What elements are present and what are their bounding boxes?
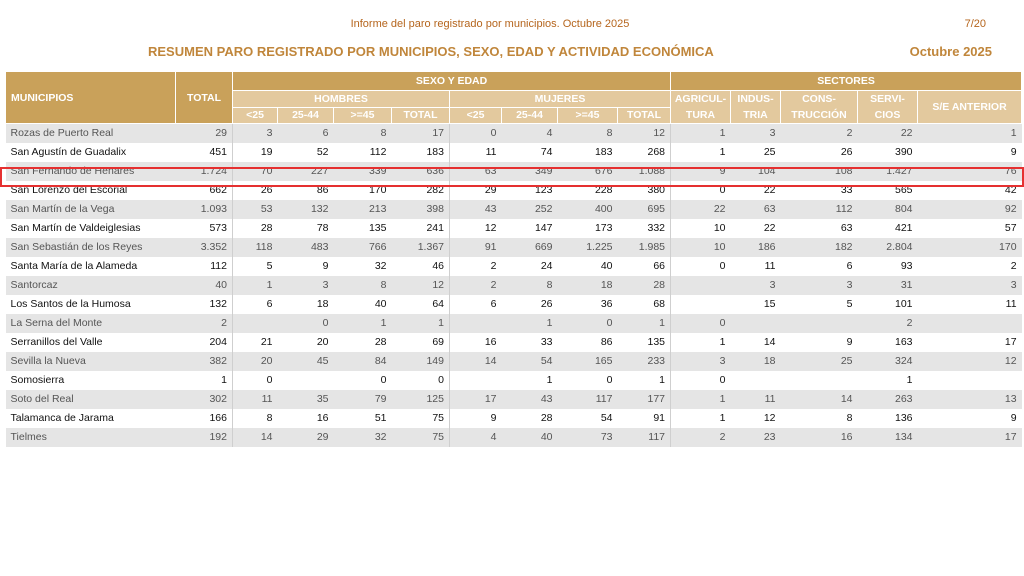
cell-m-ge45: 165 [558, 352, 618, 371]
cell-se: 76 [918, 162, 1022, 181]
cell-indu: 104 [731, 162, 781, 181]
municipio-name: Rozas de Puerto Real [6, 124, 176, 144]
cell-m-total: 68 [618, 295, 671, 314]
cell-m-lt25: 14 [450, 352, 502, 371]
cell-serv: 804 [858, 200, 918, 219]
cell-h-25-44: 86 [278, 181, 334, 200]
cell-h-lt25: 21 [233, 333, 278, 352]
cell-indu: 15 [731, 295, 781, 314]
cell-indu: 23 [731, 428, 781, 447]
cell-m-25-44: 33 [502, 333, 558, 352]
cell-h-lt25: 19 [233, 143, 278, 162]
cell-m-25-44: 669 [502, 238, 558, 257]
cell-m-total: 1.985 [618, 238, 671, 257]
cell-cons: 33 [781, 181, 858, 200]
cell-h-total: 241 [392, 219, 450, 238]
cell-indu [731, 371, 781, 390]
cell-serv: 2 [858, 314, 918, 333]
cell-m-25-44: 1 [502, 314, 558, 333]
cell-indu: 3 [731, 276, 781, 295]
cell-m-25-44: 43 [502, 390, 558, 409]
cell-h-ge45: 79 [334, 390, 392, 409]
municipio-name: Somosierra [6, 371, 176, 390]
cell-h-25-44: 35 [278, 390, 334, 409]
cell-h-ge45: 84 [334, 352, 392, 371]
cell-h-total: 282 [392, 181, 450, 200]
cell-m-ge45: 1.225 [558, 238, 618, 257]
cell-total: 132 [176, 295, 233, 314]
col-municipios: MUNICIPIOS [6, 72, 176, 124]
cell-h-25-44: 18 [278, 295, 334, 314]
cell-m-25-44: 123 [502, 181, 558, 200]
cell-h-ge45: 339 [334, 162, 392, 181]
group-sexo-edad: SEXO Y EDAD [233, 72, 671, 91]
cell-cons: 5 [781, 295, 858, 314]
cell-h-lt25: 11 [233, 390, 278, 409]
cell-h-lt25: 5 [233, 257, 278, 276]
cell-h-total: 0 [392, 371, 450, 390]
cell-h-lt25: 8 [233, 409, 278, 428]
cell-h-lt25 [233, 314, 278, 333]
cell-se: 170 [918, 238, 1022, 257]
col-m-lt25: <25 [450, 108, 502, 124]
cell-m-25-44: 26 [502, 295, 558, 314]
cell-m-total: 380 [618, 181, 671, 200]
cell-cons: 6 [781, 257, 858, 276]
cell-h-ge45: 112 [334, 143, 392, 162]
cell-cons: 26 [781, 143, 858, 162]
municipio-name: Serranillos del Valle [6, 333, 176, 352]
cell-agri: 10 [671, 219, 731, 238]
cell-m-lt25: 91 [450, 238, 502, 257]
cell-indu: 22 [731, 181, 781, 200]
cell-m-lt25: 12 [450, 219, 502, 238]
cell-total: 1 [176, 371, 233, 390]
cell-cons [781, 371, 858, 390]
cell-h-total: 75 [392, 409, 450, 428]
cell-m-ge45: 676 [558, 162, 618, 181]
cell-total: 40 [176, 276, 233, 295]
cell-indu: 3 [731, 124, 781, 144]
municipio-name: Sevilla la Nueva [6, 352, 176, 371]
cell-serv: 1 [858, 371, 918, 390]
cell-cons: 3 [781, 276, 858, 295]
cell-h-ge45: 28 [334, 333, 392, 352]
cell-h-ge45: 135 [334, 219, 392, 238]
municipio-name: Tielmes [6, 428, 176, 447]
cell-cons [781, 314, 858, 333]
cell-h-total: 149 [392, 352, 450, 371]
col-h-total: TOTAL [392, 108, 450, 124]
cell-indu: 12 [731, 409, 781, 428]
col-h-25-44: 25-44 [278, 108, 334, 124]
cell-se: 12 [918, 352, 1022, 371]
cell-h-25-44: 227 [278, 162, 334, 181]
cell-m-lt25: 16 [450, 333, 502, 352]
cell-se: 17 [918, 333, 1022, 352]
table-row [6, 276, 1022, 295]
municipio-name: San Sebastián de los Reyes [6, 238, 176, 257]
cell-m-lt25: 0 [450, 124, 502, 144]
cell-h-lt25: 70 [233, 162, 278, 181]
cell-cons: 2 [781, 124, 858, 144]
group-sectores: SECTORES [671, 72, 1022, 91]
cell-serv: 1.427 [858, 162, 918, 181]
cell-m-lt25: 11 [450, 143, 502, 162]
cell-se [918, 371, 1022, 390]
cell-h-total: 183 [392, 143, 450, 162]
cell-h-ge45: 32 [334, 257, 392, 276]
cell-h-total: 12 [392, 276, 450, 295]
cell-m-lt25: 63 [450, 162, 502, 181]
cell-agri: 22 [671, 200, 731, 219]
cell-m-25-44: 4 [502, 124, 558, 144]
cell-serv: 31 [858, 276, 918, 295]
group-mujeres: MUJERES [450, 91, 671, 108]
summary-title: RESUMEN PARO REGISTRADO POR MUNICIPIOS, SEXO, EDAD Y ACTIVIDAD ECONÓMICA [148, 44, 714, 59]
cell-m-total: 268 [618, 143, 671, 162]
cell-agri [671, 276, 731, 295]
cell-h-ge45: 51 [334, 409, 392, 428]
cell-total: 302 [176, 390, 233, 409]
cell-m-total: 66 [618, 257, 671, 276]
cell-m-ge45: 0 [558, 371, 618, 390]
cell-h-lt25: 3 [233, 124, 278, 144]
cell-m-25-44: 40 [502, 428, 558, 447]
table-row [6, 238, 1022, 257]
cell-m-total: 135 [618, 333, 671, 352]
cell-m-total: 332 [618, 219, 671, 238]
col-total: TOTAL [176, 72, 233, 124]
municipio-name: Santa María de la Alameda [6, 257, 176, 276]
cell-h-total: 398 [392, 200, 450, 219]
cell-serv: 163 [858, 333, 918, 352]
cell-serv: 390 [858, 143, 918, 162]
col-h-lt25: <25 [233, 108, 278, 124]
cell-cons: 14 [781, 390, 858, 409]
cell-m-total: 28 [618, 276, 671, 295]
cell-m-25-44: 147 [502, 219, 558, 238]
cell-serv: 565 [858, 181, 918, 200]
table-row [6, 124, 1022, 144]
cell-total: 112 [176, 257, 233, 276]
cell-se: 57 [918, 219, 1022, 238]
col-agricultura: AGRICUL-TURA [671, 91, 731, 124]
table-row [6, 333, 1022, 352]
cell-m-total: 177 [618, 390, 671, 409]
cell-agri: 0 [671, 371, 731, 390]
cell-m-lt25: 6 [450, 295, 502, 314]
cell-total: 166 [176, 409, 233, 428]
cell-h-ge45: 8 [334, 124, 392, 144]
cell-serv: 22 [858, 124, 918, 144]
cell-m-lt25: 9 [450, 409, 502, 428]
cell-total: 3.352 [176, 238, 233, 257]
cell-m-25-44: 28 [502, 409, 558, 428]
cell-h-lt25: 20 [233, 352, 278, 371]
col-servicios: SERVI-CIOS [858, 91, 918, 124]
cell-m-ge45: 173 [558, 219, 618, 238]
cell-m-ge45: 86 [558, 333, 618, 352]
cell-h-total: 46 [392, 257, 450, 276]
cell-m-ge45: 117 [558, 390, 618, 409]
cell-m-total: 1 [618, 371, 671, 390]
cell-indu [731, 314, 781, 333]
table-row [6, 409, 1022, 428]
cell-m-25-44: 74 [502, 143, 558, 162]
cell-agri: 1 [671, 409, 731, 428]
cell-cons: 9 [781, 333, 858, 352]
cell-h-total: 1.367 [392, 238, 450, 257]
table-row [6, 162, 1022, 181]
cell-agri: 1 [671, 124, 731, 144]
cell-m-total: 12 [618, 124, 671, 144]
municipio-name: San Lorenzo del Escorial [6, 181, 176, 200]
group-hombres: HOMBRES [233, 91, 450, 108]
cell-h-lt25: 26 [233, 181, 278, 200]
cell-cons: 182 [781, 238, 858, 257]
cell-m-total: 91 [618, 409, 671, 428]
cell-h-25-44: 45 [278, 352, 334, 371]
cell-m-ge45: 183 [558, 143, 618, 162]
cell-agri: 2 [671, 428, 731, 447]
municipio-name: Soto del Real [6, 390, 176, 409]
cell-total: 662 [176, 181, 233, 200]
cell-serv: 101 [858, 295, 918, 314]
cell-m-25-44: 349 [502, 162, 558, 181]
cell-serv: 2.804 [858, 238, 918, 257]
cell-h-25-44: 20 [278, 333, 334, 352]
table-row [6, 352, 1022, 371]
cell-se: 11 [918, 295, 1022, 314]
cell-total: 1.724 [176, 162, 233, 181]
cell-h-25-44: 9 [278, 257, 334, 276]
cell-m-lt25: 4 [450, 428, 502, 447]
cell-h-total: 125 [392, 390, 450, 409]
cell-cons: 16 [781, 428, 858, 447]
cell-h-total: 636 [392, 162, 450, 181]
cell-indu: 18 [731, 352, 781, 371]
cell-m-total: 1 [618, 314, 671, 333]
cell-h-lt25: 53 [233, 200, 278, 219]
cell-serv: 421 [858, 219, 918, 238]
cell-h-25-44: 16 [278, 409, 334, 428]
col-m-total: TOTAL [618, 108, 671, 124]
cell-m-ge45: 228 [558, 181, 618, 200]
cell-m-ge45: 54 [558, 409, 618, 428]
cell-se: 42 [918, 181, 1022, 200]
cell-h-total: 69 [392, 333, 450, 352]
col-se-anterior: S/E ANTERIOR [918, 91, 1022, 124]
cell-agri: 1 [671, 333, 731, 352]
cell-total: 1.093 [176, 200, 233, 219]
cell-cons: 8 [781, 409, 858, 428]
cell-serv: 324 [858, 352, 918, 371]
table-row [6, 257, 1022, 276]
table-row [6, 181, 1022, 200]
cell-agri: 0 [671, 181, 731, 200]
report-title: Informe del paro registrado por municipios. Octubre 2025 [350, 18, 630, 30]
cell-h-ge45: 1 [334, 314, 392, 333]
cell-h-25-44: 52 [278, 143, 334, 162]
municipio-name: San Martín de la Vega [6, 200, 176, 219]
cell-m-total: 1.088 [618, 162, 671, 181]
cell-h-25-44: 6 [278, 124, 334, 144]
cell-serv: 134 [858, 428, 918, 447]
cell-indu: 14 [731, 333, 781, 352]
unemployment-table [5, 71, 1022, 447]
cell-h-ge45: 0 [334, 371, 392, 390]
municipio-name: Santorcaz [6, 276, 176, 295]
col-m-25-44: 25-44 [502, 108, 558, 124]
cell-m-ge45: 8 [558, 124, 618, 144]
cell-serv: 93 [858, 257, 918, 276]
cell-total: 451 [176, 143, 233, 162]
cell-h-lt25: 1 [233, 276, 278, 295]
cell-indu: 22 [731, 219, 781, 238]
cell-agri: 1 [671, 390, 731, 409]
table-row [6, 314, 1022, 333]
cell-se: 2 [918, 257, 1022, 276]
table-row [6, 219, 1022, 238]
cell-indu: 11 [731, 390, 781, 409]
cell-agri [671, 295, 731, 314]
col-construccion: CONS-TRUCCIÓN [781, 91, 858, 124]
cell-total: 382 [176, 352, 233, 371]
cell-se: 1 [918, 124, 1022, 144]
cell-h-total: 17 [392, 124, 450, 144]
cell-h-lt25: 14 [233, 428, 278, 447]
page-number: 7/20 [964, 18, 986, 30]
table-row [6, 200, 1022, 219]
cell-h-lt25: 118 [233, 238, 278, 257]
cell-indu: 25 [731, 143, 781, 162]
municipio-name: Los Santos de la Humosa [6, 295, 176, 314]
col-h-ge45: >=45 [334, 108, 392, 124]
cell-m-lt25 [450, 371, 502, 390]
cell-agri: 9 [671, 162, 731, 181]
col-industria: INDUS-TRIA [731, 91, 781, 124]
cell-serv: 136 [858, 409, 918, 428]
cell-se: 17 [918, 428, 1022, 447]
cell-h-total: 75 [392, 428, 450, 447]
cell-h-lt25: 28 [233, 219, 278, 238]
cell-h-25-44: 0 [278, 314, 334, 333]
cell-se: 92 [918, 200, 1022, 219]
cell-m-lt25: 29 [450, 181, 502, 200]
cell-h-ge45: 8 [334, 276, 392, 295]
cell-h-ge45: 32 [334, 428, 392, 447]
municipio-name: Talamanca de Jarama [6, 409, 176, 428]
report-month: Octubre 2025 [909, 44, 992, 59]
cell-se: 3 [918, 276, 1022, 295]
cell-h-lt25: 0 [233, 371, 278, 390]
table-row [6, 390, 1022, 409]
cell-m-lt25: 43 [450, 200, 502, 219]
cell-m-ge45: 400 [558, 200, 618, 219]
cell-m-total: 233 [618, 352, 671, 371]
cell-m-total: 695 [618, 200, 671, 219]
municipio-name: La Serna del Monte [6, 314, 176, 333]
cell-serv: 263 [858, 390, 918, 409]
cell-m-25-44: 54 [502, 352, 558, 371]
cell-cons: 63 [781, 219, 858, 238]
table-row [6, 371, 1022, 390]
cell-h-25-44: 29 [278, 428, 334, 447]
table-row [6, 428, 1022, 447]
cell-se [918, 314, 1022, 333]
municipio-name: San Agustín de Guadalix [6, 143, 176, 162]
cell-h-25-44 [278, 371, 334, 390]
cell-total: 573 [176, 219, 233, 238]
cell-h-total: 64 [392, 295, 450, 314]
cell-h-ge45: 213 [334, 200, 392, 219]
cell-h-ge45: 40 [334, 295, 392, 314]
cell-m-lt25: 2 [450, 257, 502, 276]
cell-h-total: 1 [392, 314, 450, 333]
cell-total: 2 [176, 314, 233, 333]
cell-cons: 108 [781, 162, 858, 181]
cell-m-ge45: 40 [558, 257, 618, 276]
cell-total: 204 [176, 333, 233, 352]
municipio-name: San Fernando de Henares [6, 162, 176, 181]
cell-se: 9 [918, 409, 1022, 428]
cell-h-lt25: 6 [233, 295, 278, 314]
cell-h-25-44: 78 [278, 219, 334, 238]
table-row [6, 295, 1022, 314]
cell-agri: 0 [671, 257, 731, 276]
cell-agri: 10 [671, 238, 731, 257]
table-row [6, 143, 1022, 162]
cell-cons: 112 [781, 200, 858, 219]
cell-m-25-44: 8 [502, 276, 558, 295]
cell-h-25-44: 3 [278, 276, 334, 295]
cell-m-total: 117 [618, 428, 671, 447]
cell-agri: 1 [671, 143, 731, 162]
cell-cons: 25 [781, 352, 858, 371]
cell-m-lt25 [450, 314, 502, 333]
cell-h-25-44: 132 [278, 200, 334, 219]
cell-m-lt25: 17 [450, 390, 502, 409]
cell-m-lt25: 2 [450, 276, 502, 295]
cell-total: 192 [176, 428, 233, 447]
cell-h-ge45: 766 [334, 238, 392, 257]
cell-m-25-44: 252 [502, 200, 558, 219]
cell-agri: 0 [671, 314, 731, 333]
cell-h-25-44: 483 [278, 238, 334, 257]
col-m-ge45: >=45 [558, 108, 618, 124]
table-body [6, 124, 1022, 448]
cell-m-ge45: 0 [558, 314, 618, 333]
cell-total: 29 [176, 124, 233, 144]
cell-se: 13 [918, 390, 1022, 409]
cell-indu: 63 [731, 200, 781, 219]
municipio-name: San Martín de Valdeiglesias [6, 219, 176, 238]
cell-m-25-44: 1 [502, 371, 558, 390]
cell-m-ge45: 36 [558, 295, 618, 314]
cell-h-ge45: 170 [334, 181, 392, 200]
cell-m-ge45: 18 [558, 276, 618, 295]
cell-se: 9 [918, 143, 1022, 162]
cell-m-25-44: 24 [502, 257, 558, 276]
cell-m-ge45: 73 [558, 428, 618, 447]
cell-indu: 186 [731, 238, 781, 257]
cell-agri: 3 [671, 352, 731, 371]
cell-indu: 11 [731, 257, 781, 276]
